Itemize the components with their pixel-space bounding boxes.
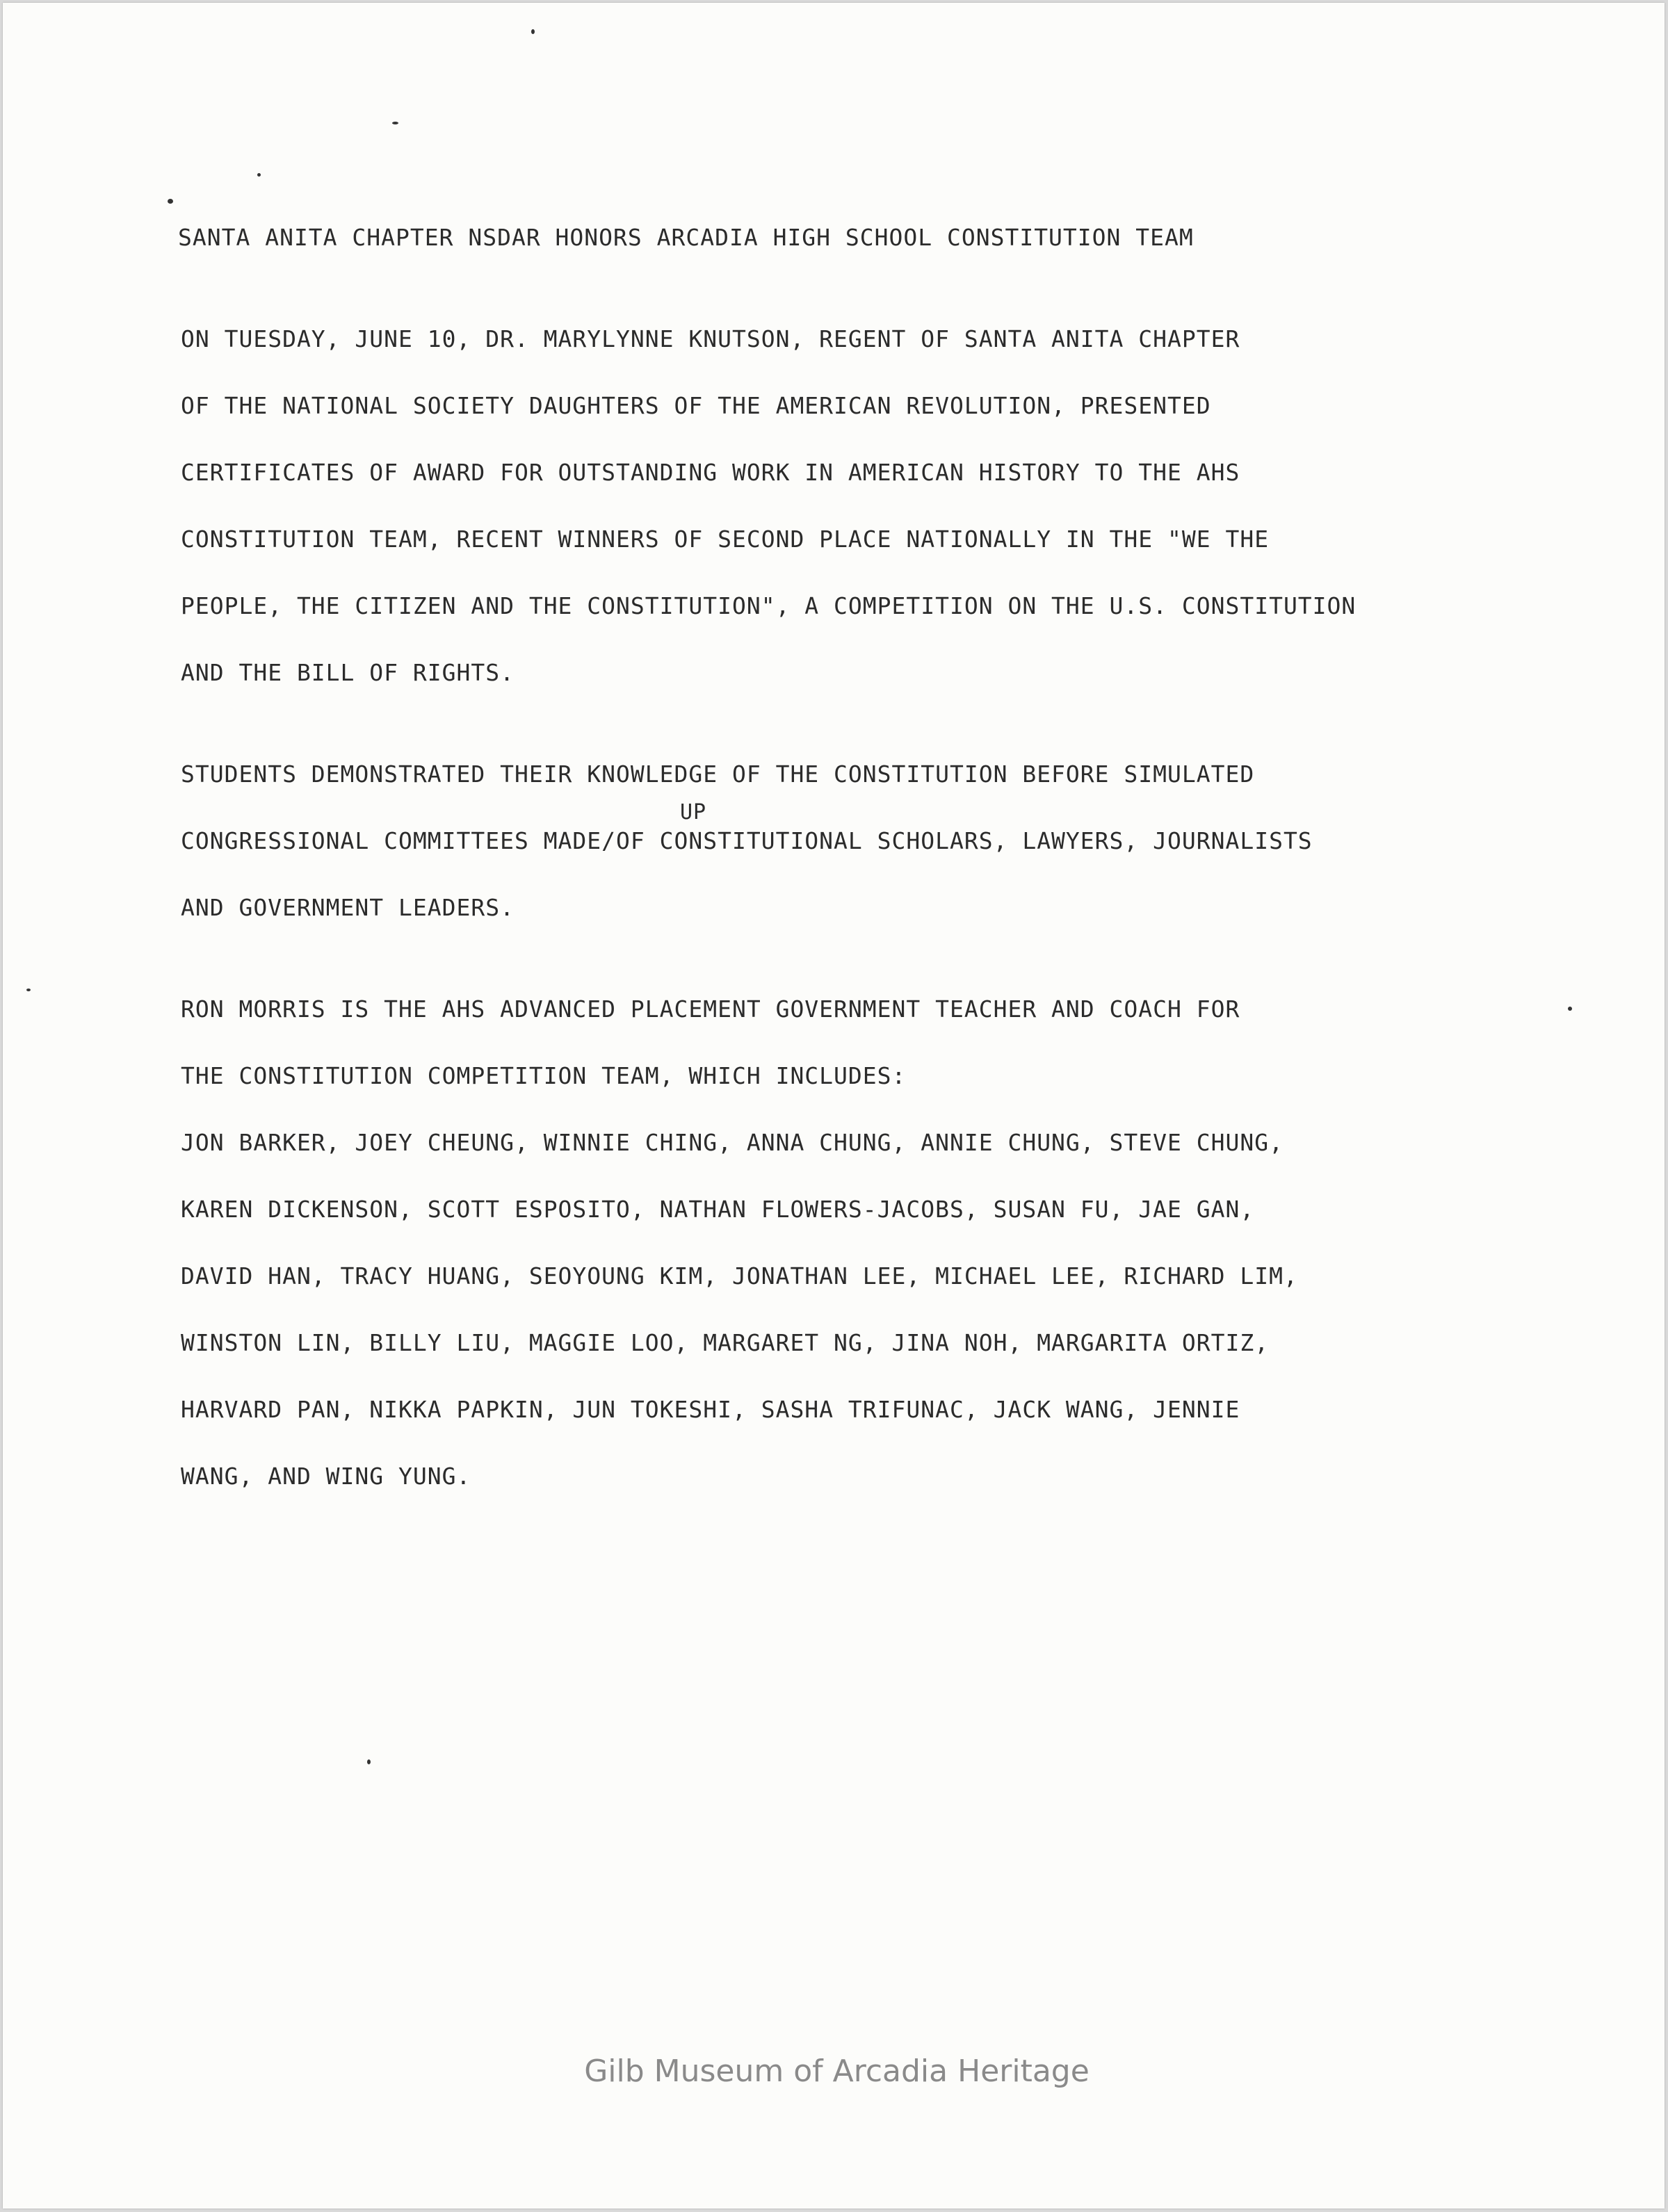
document-title: SANTA ANITA CHAPTER NSDAR HONORS ARCADIA HIGH SCHOOL CONSTITUTION TEAM — [178, 224, 1194, 251]
museum-watermark: Gilb Museum of Arcadia Heritage — [584, 2054, 1090, 2089]
paragraph-1-line: AND THE BILL OF RIGHTS. — [181, 659, 515, 686]
paragraph-1-line: CERTIFICATES OF AWARD FOR OUTSTANDING WORK IN AMERICAN HISTORY TO THE AHS — [181, 459, 1240, 486]
ink-speck — [531, 29, 535, 34]
ink-speck — [168, 199, 173, 204]
handwritten-insert: UP — [680, 800, 707, 824]
ink-speck — [367, 1759, 371, 1764]
paragraph-1-line: CONSTITUTION TEAM, RECENT WINNERS OF SECOND PLACE NATIONALLY IN THE "WE THE — [181, 526, 1270, 553]
paragraph-3-line: RON MORRIS IS THE AHS ADVANCED PLACEMENT GOVERNMENT TEACHER AND COACH FOR — [181, 995, 1240, 1023]
team-members-line: JON BARKER, JOEY CHEUNG, WINNIE CHING, ANNA CHUNG, ANNIE CHUNG, STEVE CHUNG, — [181, 1129, 1284, 1156]
paragraph-2-line: CONGRESSIONAL COMMITTEES MADE/OF CONSTITUTIONAL SCHOLARS, LAWYERS, JOURNALISTS — [181, 827, 1313, 854]
team-members-line: WANG, AND WING YUNG. — [181, 1463, 471, 1490]
paragraph-1-line: ON TUESDAY, JUNE 10, DR. MARYLYNNE KNUTSON, REGENT OF SANTA ANITA CHAPTER — [181, 325, 1240, 352]
paragraph-1-line: OF THE NATIONAL SOCIETY DAUGHTERS OF THE AMERICAN REVOLUTION, PRESENTED — [181, 392, 1211, 419]
ink-speck — [26, 989, 31, 991]
paragraph-3-line: THE CONSTITUTION COMPETITION TEAM, WHICH INCLUDES: — [181, 1062, 907, 1089]
ink-speck — [392, 122, 398, 124]
paragraph-2-line: STUDENTS DEMONSTRATED THEIR KNOWLEDGE OF THE CONSTITUTION BEFORE SIMULATED — [181, 761, 1255, 788]
document-page — [3, 3, 1665, 2209]
ink-speck — [257, 173, 261, 177]
team-members-line: DAVID HAN, TRACY HUANG, SEOYOUNG KIM, JONATHAN LEE, MICHAEL LEE, RICHARD LIM, — [181, 1262, 1298, 1290]
paragraph-2-line: AND GOVERNMENT LEADERS. — [181, 894, 515, 921]
team-members-line: HARVARD PAN, NIKKA PAPKIN, JUN TOKESHI, SASHA TRIFUNAC, JACK WANG, JENNIE — [181, 1396, 1240, 1423]
team-members-line: WINSTON LIN, BILLY LIU, MAGGIE LOO, MARGARET NG, JINA NOH, MARGARITA ORTIZ, — [181, 1329, 1270, 1356]
paragraph-1-line: PEOPLE, THE CITIZEN AND THE CONSTITUTION", A COMPETITION ON THE U.S. CONSTITUTION — [181, 592, 1357, 619]
ink-speck — [1568, 1007, 1572, 1011]
team-members-line: KAREN DICKENSON, SCOTT ESPOSITO, NATHAN FLOWERS-JACOBS, SUSAN FU, JAE GAN, — [181, 1196, 1255, 1223]
